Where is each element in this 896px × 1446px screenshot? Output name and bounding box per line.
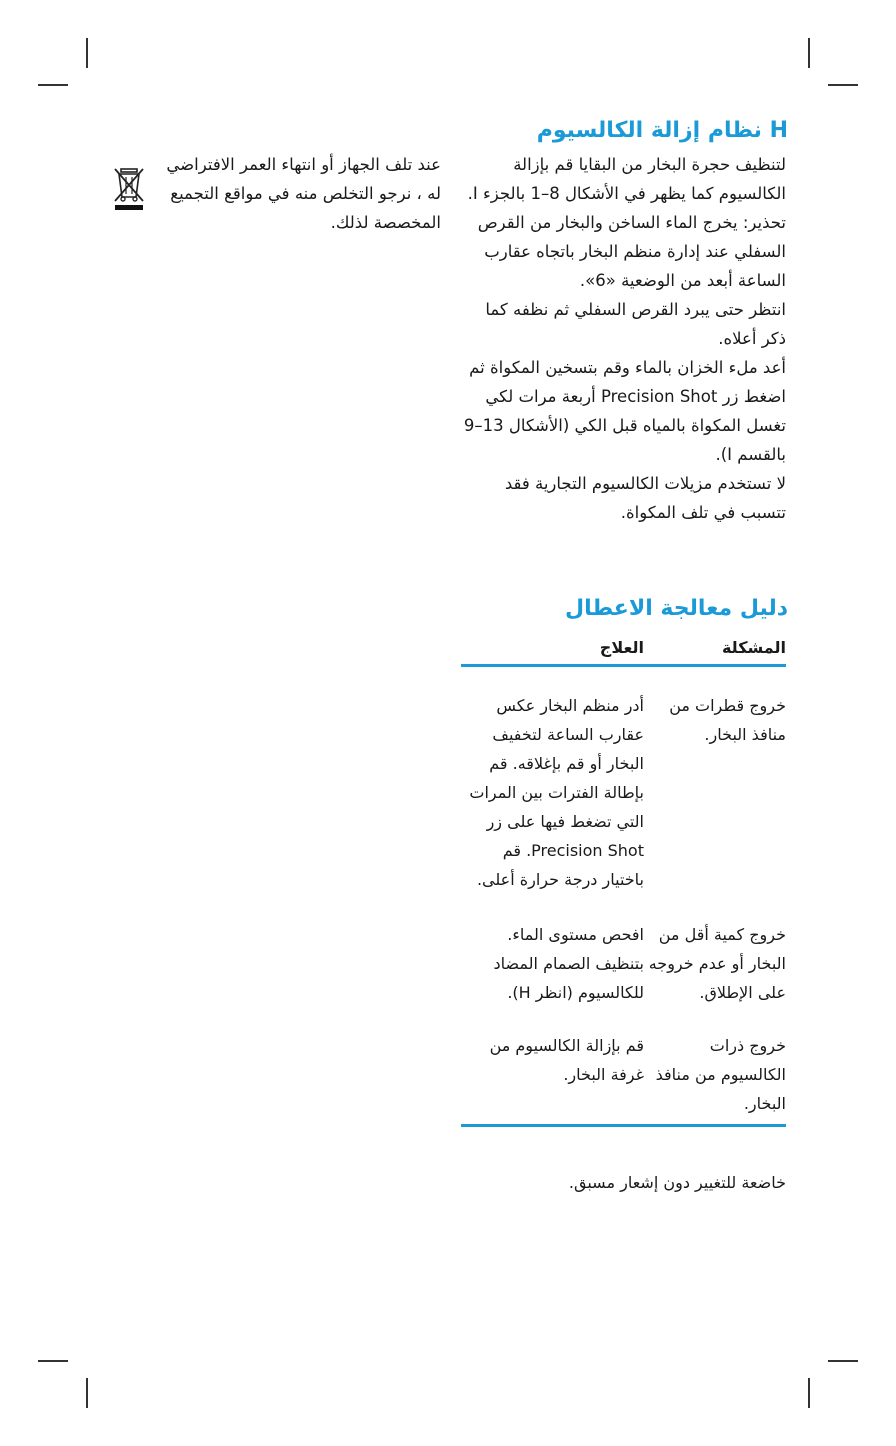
problem-cell: خروج ذرات الكالسيوم من منافذ البخار.	[655, 1036, 786, 1113]
header-problem: المشكلة	[721, 637, 786, 657]
troubleshooting-title: دليل معالجة الاعطال	[565, 596, 788, 621]
table-row	[461, 1031, 786, 1118]
remedy-cell: أدر منظم البخار عكس عقارب الساعة لتخفيف البخار أو قم بإغلاقه. قم بإطالة الفترات بين المرات التي تضغط فيها على زر Precision Shot. قم باختيار درجة حرارة أعلى.	[469, 696, 644, 889]
remedy-cell: افحص مستوى الماء. بتنظيف الصمام المضاد للكالسيوم (انظر H).	[493, 925, 644, 1002]
crop-mark	[86, 38, 88, 68]
crop-mark	[38, 1360, 68, 1362]
crop-mark	[828, 1360, 858, 1362]
problem-cell: خروج قطرات من منافذ البخار.	[669, 696, 786, 744]
paragraph: لتنظيف حجرة البخار من البقايا قم بإزالة الكالسيوم كما يظهر في الأشكال 8–1 بالجزء I.	[467, 155, 786, 203]
crossed-out-bin-icon	[112, 165, 146, 211]
paragraph: لا تستخدم مزيلات الكالسيوم التجارية فقد تتسبب في تلف المكواة.	[504, 474, 786, 522]
troubleshooting-table	[461, 630, 786, 1127]
paragraph: انتظر حتى يبرد القرص السفلي ثم نظفه كما ذكر أعلاه.	[485, 300, 786, 348]
disposal-note	[166, 150, 441, 237]
footer-rule	[461, 1124, 786, 1127]
crop-mark	[86, 1378, 88, 1408]
problem-cell: خروج كمية أقل من البخار أو عدم خروجه على الإطلاق.	[648, 925, 786, 1002]
crop-mark	[808, 38, 810, 68]
section-h-body	[456, 150, 786, 527]
table-row	[461, 920, 786, 1007]
table-row	[461, 691, 786, 894]
disposal-text: عند تلف الجهاز أو انتهاء العمر الافتراضي له ، نرجو التخلص منه في مواقع التجميع المخصصة لذلك.	[166, 155, 441, 232]
warning-paragraph: تحذير: يخرج الماء الساخن والبخار من القرص السفلي عند إدارة منظم البخار باتجاه عقارب الساعة أبعد من الوضعية «6».	[477, 213, 786, 290]
crop-mark	[828, 84, 858, 86]
footer-note: خاضعة للتغيير دون إشعار مسبق.	[568, 1173, 786, 1192]
table-header	[461, 630, 786, 664]
paragraph: أعد ملء الخزان بالماء وقم بتسخين المكواة ثم اضغط زر Precision Shot أربعة مرات لكي تغسل المكواة بالمياه قبل الكي (الأشكال 13–9 بالقسم I).	[463, 358, 786, 464]
header-rule	[461, 664, 786, 667]
crop-mark	[808, 1378, 810, 1408]
remedy-cell: قم بإزالة الكالسيوم من غرفة البخار.	[489, 1036, 644, 1084]
section-h-title: H نظام إزالة الكالسيوم	[536, 118, 788, 143]
header-remedy: العلاج	[599, 637, 644, 657]
crop-mark	[38, 84, 68, 86]
